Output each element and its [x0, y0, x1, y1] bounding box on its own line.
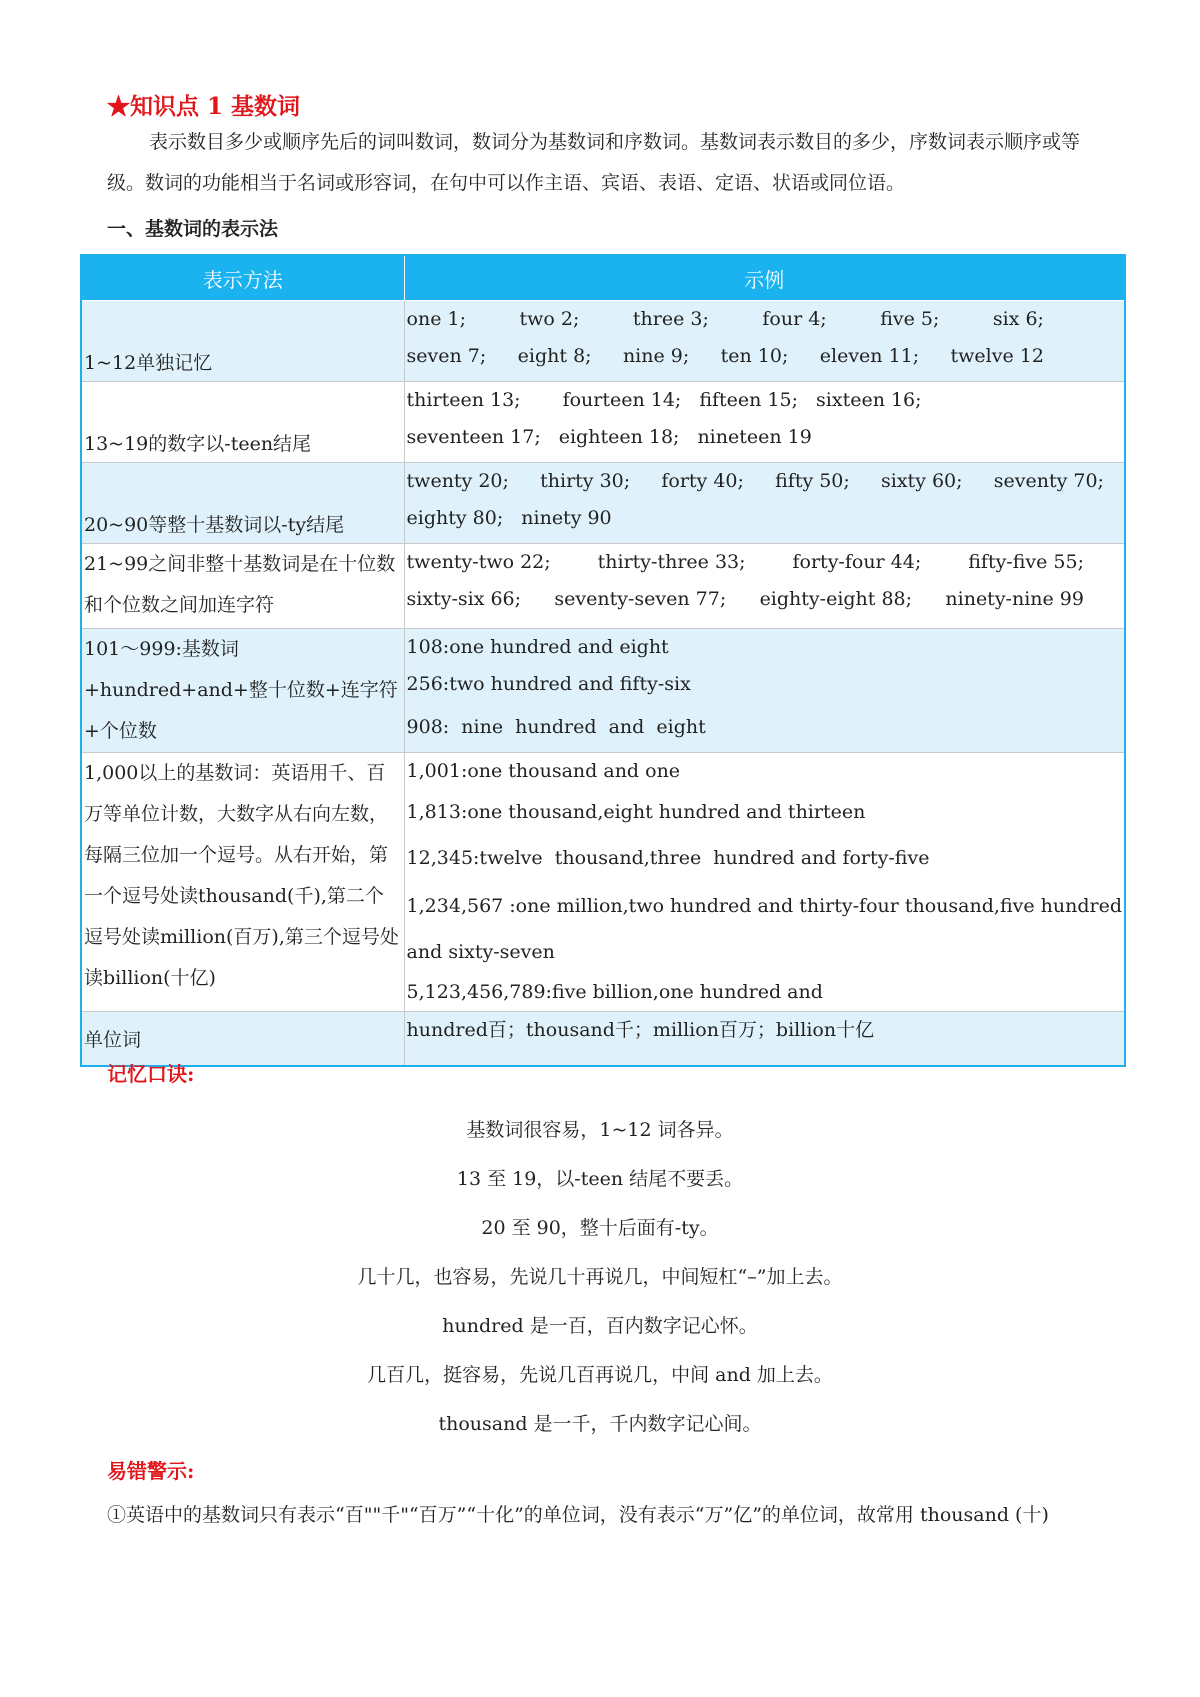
mnemonic-title: 记忆口诀:: [107, 1062, 195, 1086]
example-line: [407, 463, 1104, 500]
example-item: twelve 12: [950, 345, 1044, 367]
example-cell: [404, 544, 1125, 629]
example-item: eighty 80;: [406, 507, 504, 529]
example-item: ninety-nine 99: [945, 588, 1084, 610]
example-item: sixty-six 66;: [406, 588, 522, 610]
mnemonic-verse: [0, 1106, 1200, 1449]
example-cell: [404, 753, 1125, 1012]
intro-paragraph: 表示数目多少或顺序先后的词叫数词，数词分为基数词和序数词。基数词表示数目的多少，序数词表示顺序或等级。数词的功能相当于名词或形容词，在句中可以作主语、宾语、表语、定语、状语或同位语。: [107, 131, 1081, 194]
warning-text: ①英语中的基数词只有表示“百""千"“百万”“十化”的单位词，没有表示“万”亿”的单位词，故常用 thousand (十): [107, 1504, 1049, 1526]
method-text: 1,000以上的基数词：英语用千、百万等单位计数，大数字从右向左数，每隔三位加一个逗号。从右开始，第一个逗号处读thousand(千),第二个逗号处读million(百万),第三个逗号处读billion(十亿): [84, 762, 399, 989]
example-cell: [404, 382, 1125, 463]
method-cell: [81, 544, 404, 629]
table-row: [81, 382, 1125, 463]
method-text: 21~99之间非整十基数词是在十位数和个位数之间加连字符: [84, 553, 396, 616]
example-cell: [404, 1012, 1125, 1066]
method-cell: [81, 463, 404, 544]
example-item: thirty-three 33;: [597, 551, 746, 573]
example-item: fifty-five 55;: [968, 551, 1084, 573]
example-line: 256:two hundred and fifty-six: [406, 673, 691, 695]
table-row: [81, 544, 1125, 629]
verse-line: 20 至 90，整十后面有-ty。: [481, 1217, 719, 1239]
header-example: 示例: [404, 255, 1125, 301]
example-item: twenty-two 22;: [406, 551, 551, 573]
example-item: six 6;: [992, 308, 1044, 330]
example-item: forty-four 44;: [792, 551, 922, 573]
example-line: 908: nine hundred and eight: [406, 716, 706, 738]
table-row: [81, 629, 1125, 753]
verse-line: 13 至 19，以-teen 结尾不要丢。: [456, 1168, 744, 1190]
example-item: sixteen 16;: [816, 389, 922, 411]
example-item: three 3;: [632, 308, 709, 330]
example-item: fifteen 15;: [699, 389, 799, 411]
example-cell: [404, 629, 1125, 753]
example-line: hundred百；thousand千；million百万；billion十亿: [406, 1019, 875, 1041]
example-item: seventeen 17;: [406, 426, 541, 448]
method-text: 20~90等整十基数词以-ty结尾: [84, 514, 345, 536]
example-item: nine 9;: [622, 345, 690, 367]
table-row: [81, 463, 1125, 544]
method-text: 13~19的数字以-teen结尾: [84, 433, 312, 455]
verse-line: 几十几，也容易，先说几十再说几，中间短杠“–”加上去。: [357, 1266, 843, 1288]
example-line: 5,123,456,789:five billion,one hundred and: [406, 981, 823, 1003]
example-item: seven 7;: [406, 345, 487, 367]
example-item: twenty 20;: [406, 470, 509, 492]
subsection-title: 一、基数词的表示法: [107, 218, 279, 240]
example-item: fourteen 14;: [562, 389, 682, 411]
example-item: ninety 90: [521, 507, 612, 529]
example-line: [407, 419, 1122, 456]
verse-line: 基数词很容易，1~12 词各异。: [466, 1119, 734, 1141]
example-item: fifty 50;: [775, 470, 850, 492]
example-item: eighty-eight 88;: [759, 588, 913, 610]
example-cell: [404, 301, 1125, 382]
example-line: [407, 581, 1084, 618]
verse-line: hundred 是一百，百内数字记心怀。: [442, 1315, 758, 1337]
example-line: [407, 338, 1044, 375]
example-item: eighteen 18;: [558, 426, 680, 448]
header-method: 表示方法: [81, 255, 404, 301]
table-row: [81, 753, 1125, 1012]
example-line: [407, 382, 1122, 419]
example-item: sixty 60;: [881, 470, 963, 492]
method-text: 101～999:基数词+hundred+and+整十位数+连字符+个位数: [84, 638, 398, 742]
example-line: [407, 544, 1084, 581]
example-line: [407, 301, 1044, 338]
example-item: seventy-seven 77;: [554, 588, 727, 610]
example-line: 1,234,567 :one million,two hundred and thirty-four thousand,five hundred: [406, 895, 1122, 917]
example-item: one 1;: [406, 308, 466, 330]
example-item: thirteen 13;: [406, 389, 521, 411]
method-cell: [81, 753, 404, 1012]
example-item: eleven 11;: [819, 345, 920, 367]
example-item: eight 8;: [517, 345, 592, 367]
example-item: ten 10;: [720, 345, 789, 367]
method-cell: [81, 301, 404, 382]
table-row: [81, 1012, 1125, 1066]
example-line: and sixty-seven: [406, 941, 555, 963]
verse-line: thousand 是一千，千内数字记心间。: [438, 1413, 762, 1435]
example-item: nineteen 19: [697, 426, 812, 448]
example-item: seventy 70;: [993, 470, 1104, 492]
example-line: 12,345:twelve thousand,three hundred and forty-five: [406, 847, 930, 869]
example-item: forty 40;: [661, 470, 744, 492]
warning-title: 易错警示:: [107, 1459, 195, 1483]
example-item: four 4;: [762, 308, 827, 330]
section-title: ★知识点 1 基数词: [107, 93, 301, 120]
example-item: five 5;: [880, 308, 940, 330]
verse-line: 几百几，挺容易，先说几百再说几，中间 and 加上去。: [367, 1364, 833, 1386]
example-item: thirty 30;: [540, 470, 631, 492]
method-cell: [81, 629, 404, 753]
method-text: 单位词: [84, 1028, 142, 1051]
method-text: 1~12单独记忆: [84, 352, 213, 374]
example-item: two 2;: [519, 308, 580, 330]
example-line: 1,813:one thousand,eight hundred and thirteen: [406, 801, 866, 823]
example-line: 108:one hundred and eight: [406, 636, 669, 658]
cardinal-number-table: [80, 254, 1126, 1067]
example-cell: [404, 463, 1125, 544]
example-line: 1,001:one thousand and one: [406, 760, 681, 782]
example-line: [407, 500, 1104, 537]
method-cell: [81, 382, 404, 463]
table-row: [81, 301, 1125, 382]
